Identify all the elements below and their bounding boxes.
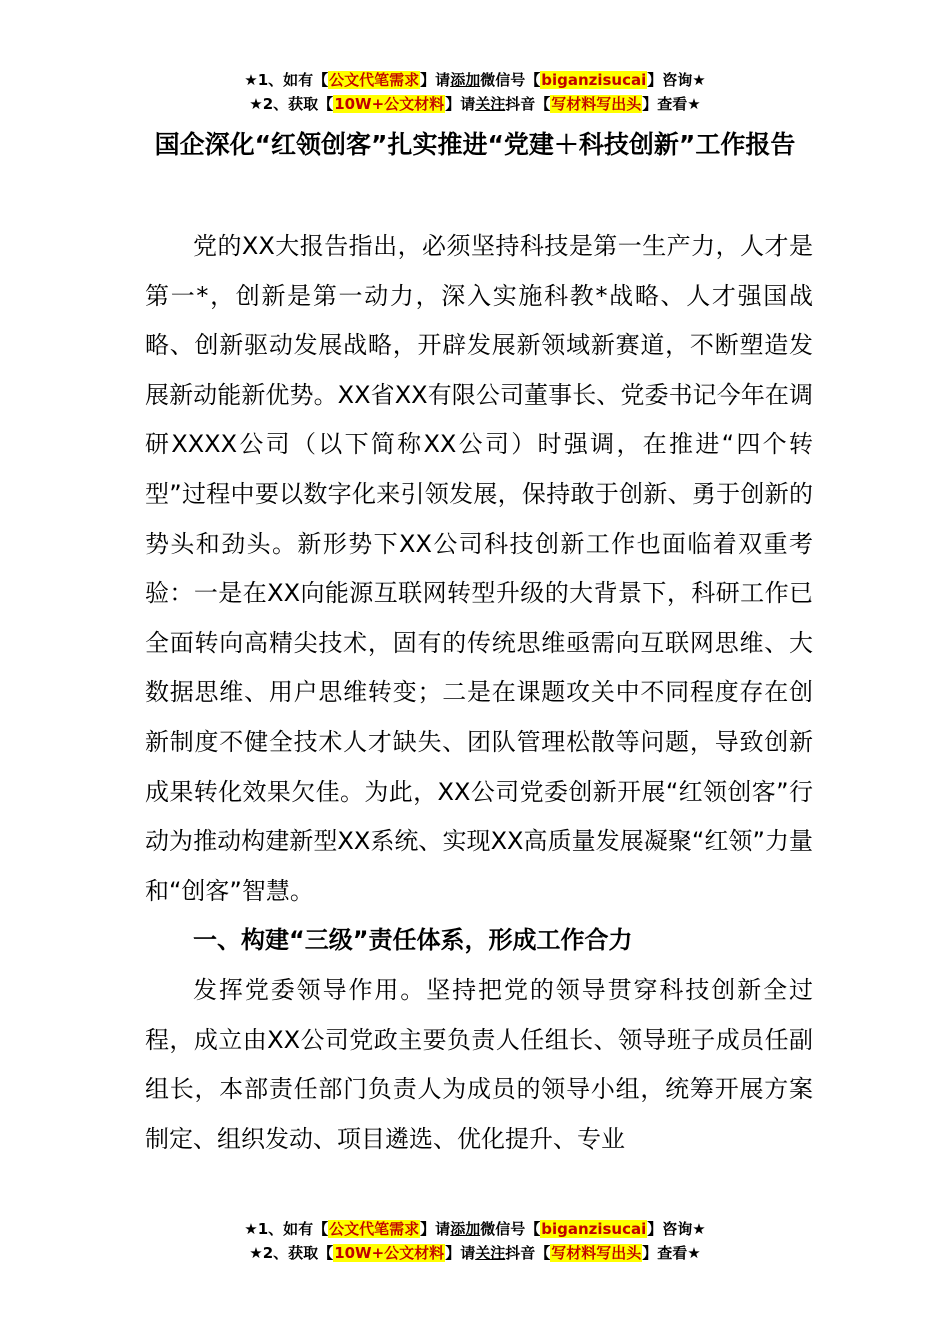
promo-highlight: 10W+公文材料 — [334, 1244, 445, 1262]
promo-text: 】请 — [420, 1220, 451, 1238]
promo-banner-top — [0, 68, 950, 116]
douyin-id-highlight: 写材料写出头 — [551, 95, 642, 113]
promo-text: 】咨询★ — [647, 1220, 706, 1238]
promo-text: 抖音【 — [505, 1244, 551, 1262]
document-title: 国企深化“红领创客”扎实推进“党建＋科技创新”工作报告 — [154, 130, 796, 159]
body-paragraph: 发挥党委领导作用。坚持把党的领导贯穿科技创新全过程，成立由XX公司党政主要负责人任组长、领导班子成员任副组长，本部责任部门负责人为成员的领导小组，统筹开展方案制定、组织发动、项目遴选、优化提升、专业 — [145, 975, 813, 1153]
promo-text: 】请 — [420, 71, 451, 89]
promo-text: 】请 — [445, 95, 476, 113]
promo-text: ★1、如有【 — [244, 71, 329, 89]
promo-text: 】查看★ — [642, 1244, 701, 1262]
promo-highlight: 10W+公文材料 — [334, 95, 445, 113]
promo-text: 抖音【 — [505, 95, 551, 113]
promo-text: 】咨询★ — [647, 71, 706, 89]
promo-underlined-text: 添加 — [450, 71, 481, 89]
promo-highlight: 公文代笔需求 — [329, 71, 420, 89]
promo-underlined-text: 关注 — [475, 95, 506, 113]
promo-line-1 — [0, 1217, 950, 1241]
promo-highlight: 公文代笔需求 — [329, 1220, 420, 1238]
wechat-id-highlight: biganzisucai — [541, 71, 647, 89]
promo-line-2 — [0, 1241, 950, 1265]
document-body — [145, 222, 813, 1164]
promo-underlined-text: 关注 — [475, 1244, 506, 1262]
promo-text: 微信号【 — [480, 71, 541, 89]
promo-text: ★2、获取【 — [249, 95, 334, 113]
promo-text: ★2、获取【 — [249, 1244, 334, 1262]
promo-text: 】请 — [445, 1244, 476, 1262]
section-heading: 一、构建“三级”责任体系，形成工作合力 — [193, 926, 633, 955]
promo-line-2 — [0, 92, 950, 116]
wechat-id-highlight: biganzisucai — [541, 1220, 647, 1238]
promo-text: 微信号【 — [480, 1220, 541, 1238]
promo-text: ★1、如有【 — [244, 1220, 329, 1238]
promo-underlined-text: 添加 — [450, 1220, 481, 1238]
promo-banner-bottom — [0, 1217, 950, 1265]
promo-text: 】查看★ — [642, 95, 701, 113]
body-paragraph: 党的XX大报告指出，必须坚持科技是第一生产力，人才是第一*，创新是第一动力，深入实施科教*战略、人才强国战略、创新驱动发展战略，开辟发展新领域新赛道，不断塑造发展新动能新优势。XX省XX有限公司董事长、党委书记今年在调研XXXX公司（以下简称XX公司）时强调，在推进“四个转型”过程中要以数字化来引领发展，保持敢于创新、勇于创新的势头和劲头。新形势下XX公司科技创新工作也面临着双重考验：一是在XX向能源互联网转型升级的大背景下，科研工作已全面转向高精尖技术，固有的传统思维亟需向互联网思维、大数据思维、用户思维转变；二是在课题攻关中不同程度存在创新制度不健全技术人才缺失、团队管理松散等问题，导致创新成果转化效果欠佳。为此，XX公司党委创新开展“红领创客”行动为推动构建新型XX系统、实现XX高质量发展凝聚“红领”力量和“创客”智慧。 — [145, 232, 813, 905]
douyin-id-highlight: 写材料写出头 — [551, 1244, 642, 1262]
promo-line-1 — [0, 68, 950, 92]
